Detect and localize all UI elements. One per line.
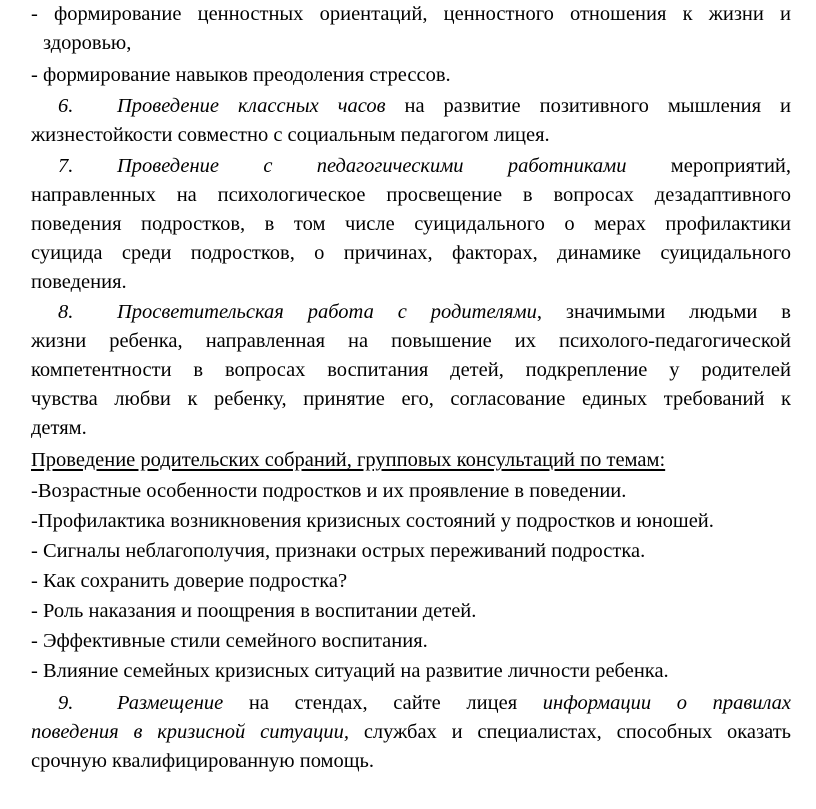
item-8-number: 8. — [58, 301, 74, 323]
meetings-heading: Проведение родительских собраний, групповых консультаций по темам: — [31, 449, 666, 471]
topic-item: -Возрастные особенности подростков и их проявление в поведении. — [31, 480, 627, 502]
item-6-line-1: 6. Проведение классных часов на развитие позитивного мышления и — [31, 92, 791, 121]
item-9-line-1: 9. Размещение на стендах, сайте лицея информации о правилах — [31, 689, 791, 718]
item-8-line-2: жизни ребенка, направленная на повышение их психолого-педагогической — [31, 330, 791, 352]
item-9-line-3: срочную квалифицированную помощь. — [31, 750, 375, 772]
item-7-line-2: направленных на психологическое просвещение в вопросах дезадаптивного — [31, 184, 791, 206]
item-6-title: Проведение классных часов — [117, 95, 386, 117]
item-8-line-1: 8. Просветительская работа с родителями, значимыми людьми в — [31, 298, 791, 327]
topic-item: - Сигналы неблагополучия, признаки острых переживаний подростка. — [31, 540, 646, 562]
item-7-line-5: поведения. — [31, 271, 127, 293]
item-7-title: Проведение с педагогическими работниками — [117, 155, 627, 177]
item-7-line-4: суицида среди подростков, о причинах, факторах, динамике суицидального — [31, 242, 791, 264]
intro-line-1: - формирование ценностных ориентаций, ценностного отношения к жизни и — [31, 3, 791, 25]
item-7-line-3: поведения подростков, в том числе суицидального о мерах профилактики — [31, 213, 791, 235]
topic-item: - Влияние семейных кризисных ситуаций на развитие личности ребенка. — [31, 660, 669, 682]
item-9-number: 9. — [58, 692, 74, 714]
item-6-line-2: жизнестойкости совместно с социальным педагогом лицея. — [31, 124, 550, 146]
item-8-line-5: детям. — [31, 417, 87, 439]
topic-item: -Профилактика возникновения кризисных состояний у подростков и юношей. — [31, 510, 714, 532]
topic-item: - Роль наказания и поощрения в воспитании детей. — [31, 600, 477, 622]
intro-line-1-cont: здоровью, — [43, 32, 132, 54]
topic-item: - Как сохранить доверие подростка? — [31, 570, 348, 592]
intro-line-2: - формирование навыков преодоления стрессов. — [31, 64, 451, 86]
item-7-line-1: 7. Проведение с педагогическими работниками мероприятий, — [31, 152, 791, 181]
item-8-title: Просветительская работа с родителями — [117, 301, 537, 323]
item-6-number: 6. — [58, 95, 74, 117]
item-7-number: 7. — [58, 155, 74, 177]
item-9-title: Размещение — [117, 692, 224, 714]
item-8-line-3: компетентности в вопросах воспитания детей, подкрепление у родителей — [31, 359, 791, 381]
topic-item: - Эффективные стили семейного воспитания. — [31, 630, 428, 652]
item-9-line-2: поведения в кризисной ситуации, службах и специалистах, способных оказать — [31, 721, 791, 743]
item-8-line-4: чувства любви к ребенку, принятие его, согласование единых требований к — [31, 388, 791, 410]
